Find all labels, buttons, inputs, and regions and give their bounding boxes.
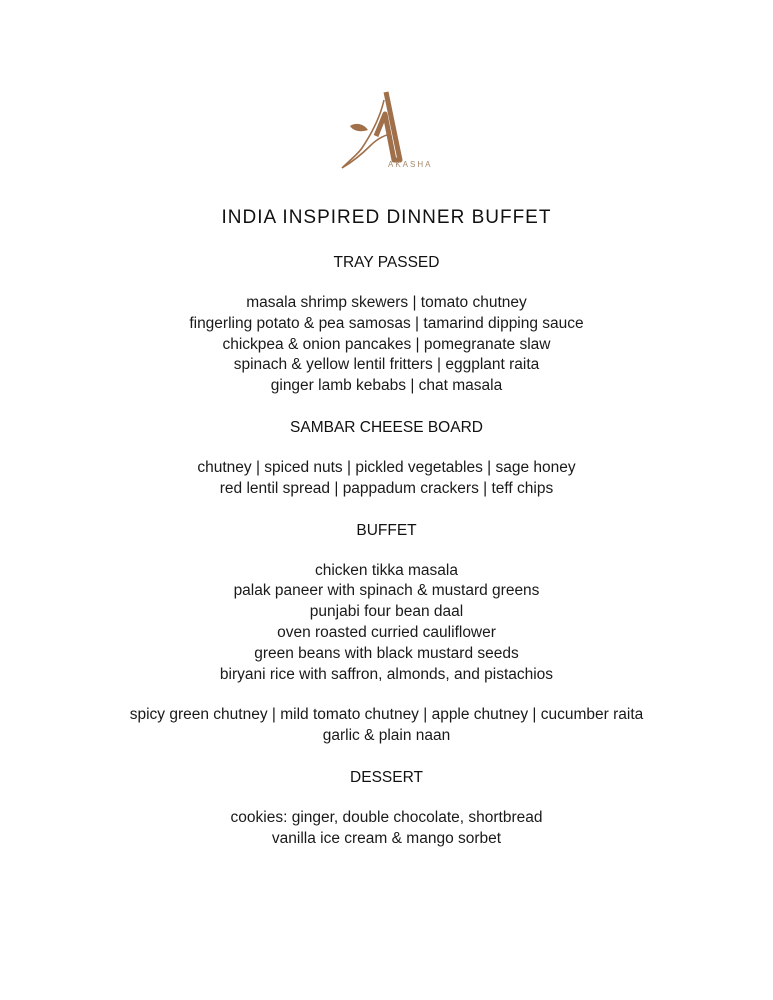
menu-item: chickpea & onion pancakes | pomegranate slaw: [222, 335, 551, 353]
section-dessert: [0, 767, 773, 850]
section-heading: BUFFET: [356, 521, 417, 539]
menu-item: spicy green chutney | mild tomato chutney | apple chutney | cucumber raita: [129, 706, 644, 724]
section-tray-passed: [0, 252, 773, 397]
menu-item: masala shrimp skewers | tomato chutney: [246, 294, 527, 311]
menu-content: [0, 252, 773, 850]
menu-item: vanilla ice cream & mango sorbet: [271, 829, 502, 847]
menu-item: oven roasted curried cauliflower: [277, 623, 496, 641]
section-buffet: [0, 520, 773, 747]
menu-item: spinach & yellow lentil fritters | eggplant raita: [233, 356, 540, 374]
menu-item: green beans with black mustard seeds: [254, 644, 519, 662]
menu-title: INDIA INSPIRED DINNER BUFFET: [221, 207, 552, 228]
section-heading: SAMBAR CHEESE BOARD: [290, 418, 483, 436]
menu-item: cookies: ginger, double chocolate, shortbread: [230, 808, 543, 826]
section-heading: TRAY PASSED: [333, 254, 440, 271]
menu-item: fingerling potato & pea samosas | tamarind dipping sauce: [189, 314, 584, 332]
menu-item: red lentil spread | pappadum crackers | teff chips: [219, 479, 554, 497]
logo-wordmark: AKASHA: [388, 160, 433, 169]
section-heading: DESSERT: [350, 768, 423, 786]
menu-item: palak paneer with spinach & mustard greens: [233, 582, 540, 600]
menu-item: biryani rice with saffron, almonds, and pistachios: [219, 665, 554, 683]
section-sambar-cheese-board: [0, 417, 773, 500]
menu-item: chutney | spiced nuts | pickled vegetables | sage honey: [197, 458, 576, 476]
akasha-logo-mark: [342, 92, 400, 168]
menu-item: punjabi four bean daal: [309, 603, 464, 621]
menu-item: ginger lamb kebabs | chat masala: [270, 377, 503, 395]
menu-item: chicken tikka masala: [314, 561, 458, 579]
menu-item: garlic & plain naan: [322, 727, 451, 745]
